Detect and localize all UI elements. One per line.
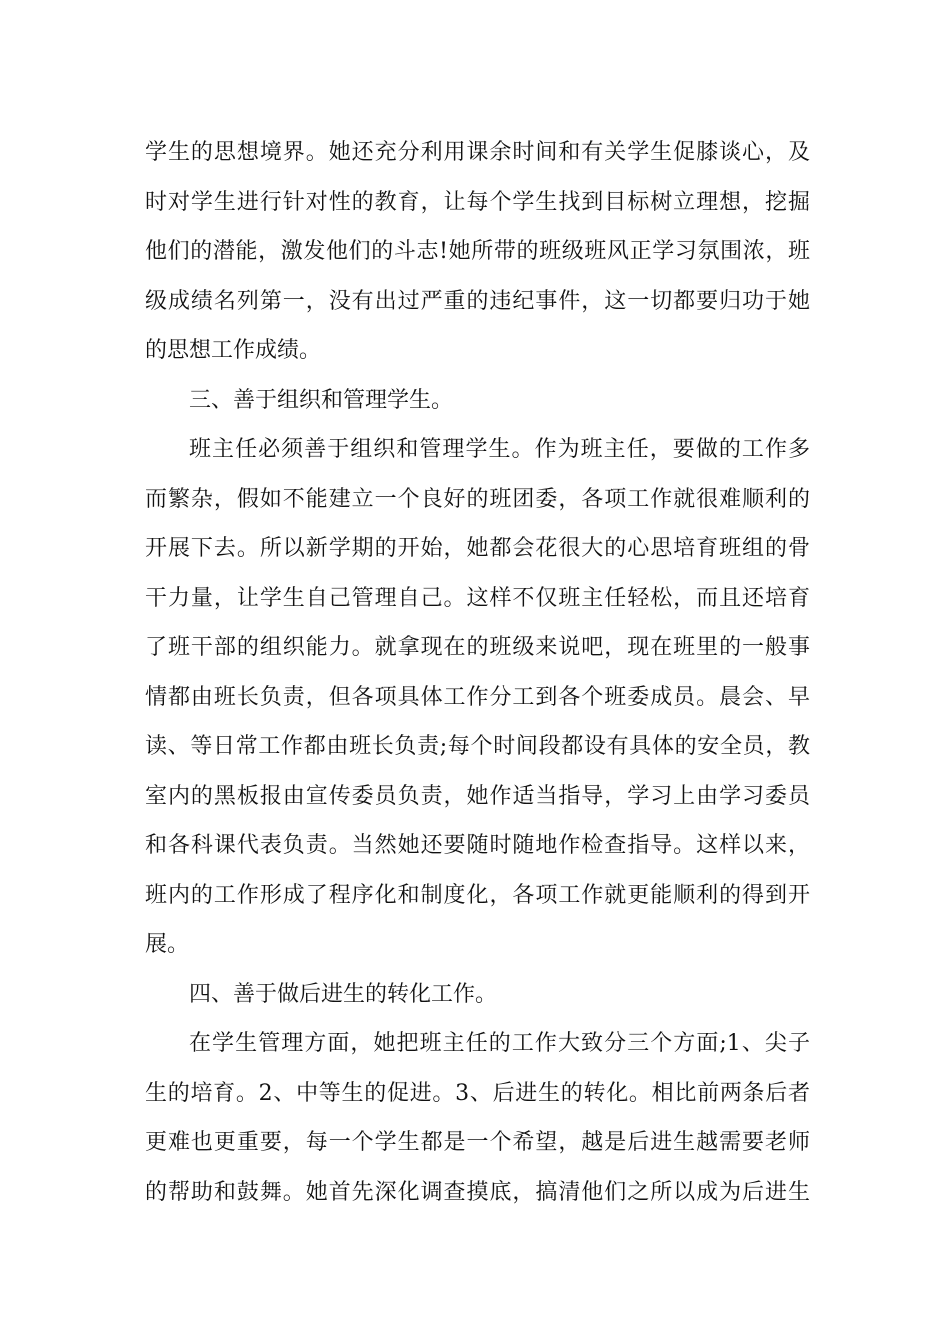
section-heading — [145, 970, 810, 1020]
text-line: 室内的黑板报由宣传委员负责，她作适当指导，学习上由学习委员 — [145, 783, 810, 809]
text-line: 的思想工作成绩。 — [145, 338, 322, 363]
text-line: 更难也更重要，每一个学生都是一个希望，越是后进生越需要老师 — [145, 1130, 810, 1155]
text-line: 而繁杂，假如不能建立一个良好的班团委，各项工作就很难顺利的 — [145, 486, 810, 512]
paragraph — [145, 128, 810, 376]
paragraph — [145, 425, 810, 970]
text-line: 展。 — [145, 932, 190, 957]
text-line: 生的培育。2、中等生的促进。3、后进生的转化。相比前两条后者 — [145, 1080, 810, 1106]
text-line: 读、等日常工作都由班长负责;每个时间段都设有具体的安全员，教 — [145, 734, 810, 759]
text-line: 开展下去。所以新学期的开始，她都会花很大的心思培育班组的骨 — [145, 536, 810, 561]
text-line: 在学生管理方面，她把班主任的工作大致分三个方面;1、尖子 — [189, 1031, 810, 1056]
text-line: 班内的工作形成了程序化和制度化，各项工作就更能顺利的得到开 — [145, 882, 810, 908]
text-line: 级成绩名列第一，没有出过严重的违纪事件，这一切都要归功于她 — [145, 288, 810, 314]
text-line: 和各科课代表负责。当然她还要随时随地作检查指导。这样以来， — [145, 833, 810, 858]
text-line: 班主任必须善于组织和管理学生。作为班主任，要做的工作多 — [189, 437, 810, 462]
text-line: 的帮助和鼓舞。她首先深化调查摸底，搞清他们之所以成为后进生 — [145, 1179, 810, 1205]
text-line: 他们的潜能，激发他们的斗志!她所带的班级班风正学习氛围浓，班 — [145, 239, 810, 264]
text-line: 时对学生进行针对性的教育，让每个学生找到目标树立理想，挖掘 — [145, 189, 810, 215]
heading-line: 三、善于组织和管理学生。 — [189, 387, 454, 413]
paragraph — [145, 1019, 810, 1217]
document-body — [145, 128, 810, 1217]
text-line: 了班干部的组织能力。就拿现在的班级来说吧，现在班里的一般事 — [145, 635, 810, 660]
text-line: 干力量，让学生自己管理自己。这样不仅班主任轻松，而且还培育 — [145, 585, 810, 611]
text-line: 学生的思想境界。她还充分利用课余时间和有关学生促膝谈心，及 — [145, 140, 810, 165]
heading-line: 四、善于做后进生的转化工作。 — [189, 981, 498, 1007]
text-line: 情都由班长负责，但各项具体工作分工到各个班委成员。晨会、早 — [145, 684, 810, 710]
section-heading — [145, 376, 810, 426]
